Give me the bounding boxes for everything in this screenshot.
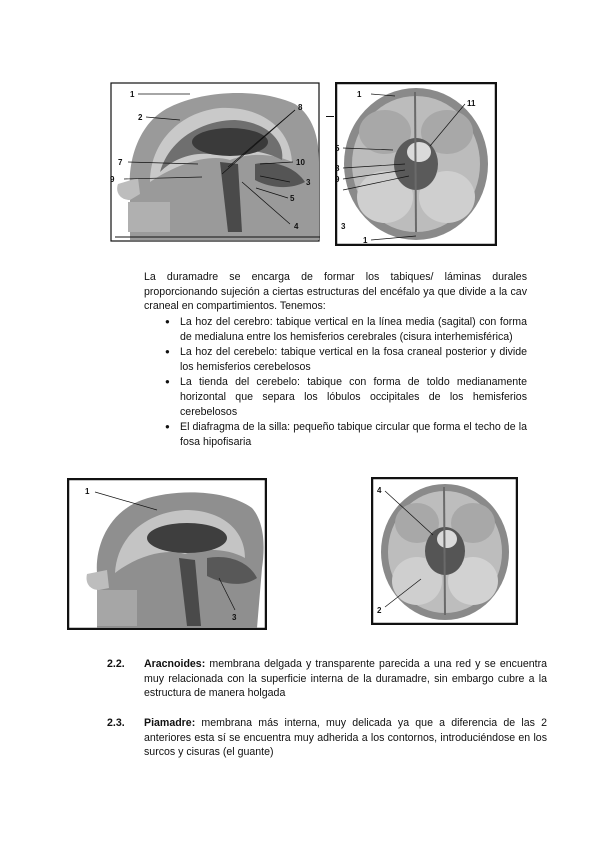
section-piamadre xyxy=(107,716,547,764)
section-term: Piamadre: xyxy=(144,717,196,729)
section-body xyxy=(144,716,547,760)
sagittal-head-figure-2 xyxy=(67,478,267,630)
label-1: 1 xyxy=(130,90,135,99)
label-9: 9 xyxy=(110,175,115,184)
label-9: 9 xyxy=(335,175,340,184)
label-1: 1 xyxy=(85,487,90,496)
section-body xyxy=(144,657,547,701)
list-item: ● La hoz del cerebelo: tabique vertical en la fosa craneal posterior y divide los hemisferios cerebelosos xyxy=(165,345,527,374)
label-1-bottom: 1 xyxy=(363,236,368,245)
section-text: membrana más interna, muy delicada ya que a diferencia de las 2 anteriores esta sí se encuentra muy adherida a los contornos, introduciéndose en los surcos y cisuras (el guante) xyxy=(144,717,547,759)
section-aracnoides xyxy=(107,657,547,705)
list-item: ● La tienda del cerebelo: tabique con forma de toldo medianamente horizontal que separa los lóbulos occipitales de los hemisferios cerebelosos xyxy=(165,375,527,419)
label-1-top: 1 xyxy=(357,90,362,99)
label-3: 3 xyxy=(232,613,237,622)
dural-septa-list xyxy=(165,315,527,450)
label-8: 8 xyxy=(298,103,303,112)
list-item: ● La hoz del cerebro: tabique vertical en la línea media (sagital) con forma de medialuna entre los hemisferios cerebrales (cisura interhemisférica) xyxy=(165,315,527,344)
label-4: 4 xyxy=(294,222,299,231)
section-term: Aracnoides: xyxy=(144,658,206,670)
label-10: 10 xyxy=(296,158,305,167)
skull-base-figure-2 xyxy=(371,477,518,625)
section-text: membrana delgada y transparente parecida a una red y se encuentra muy relacionada con la superficie interna de la duramadre, sin embargo cubre a la estructura de manera holgada xyxy=(144,658,547,700)
separator-tick xyxy=(326,116,334,117)
label-2: 2 xyxy=(138,113,143,122)
label-3: 3 xyxy=(341,222,346,231)
section-number: 2.3. xyxy=(107,717,125,729)
skull-base-figure-1 xyxy=(335,82,497,246)
label-8: 8 xyxy=(335,164,340,173)
label-7: 7 xyxy=(118,158,123,167)
label-2: 2 xyxy=(377,606,382,615)
duramadre-intro-paragraph: La duramadre se encarga de formar los tabiques/ láminas durales proporcionando sujeción a ciertas estructuras del encéfalo ya que divide a la cav craneal en compartimientos. Tenemos: xyxy=(144,271,527,313)
label-5: 5 xyxy=(335,144,340,153)
label-11: 11 xyxy=(467,99,476,108)
label-4: 4 xyxy=(377,486,382,495)
list-item: ● El diafragma de la silla: pequeño tabique circular que forma el techo de la fosa hipofisaria xyxy=(165,420,527,449)
section-number: 2.2. xyxy=(107,658,125,670)
sagittal-head-figure-1 xyxy=(110,82,320,242)
label-5: 5 xyxy=(290,194,295,203)
label-3: 3 xyxy=(306,178,311,187)
